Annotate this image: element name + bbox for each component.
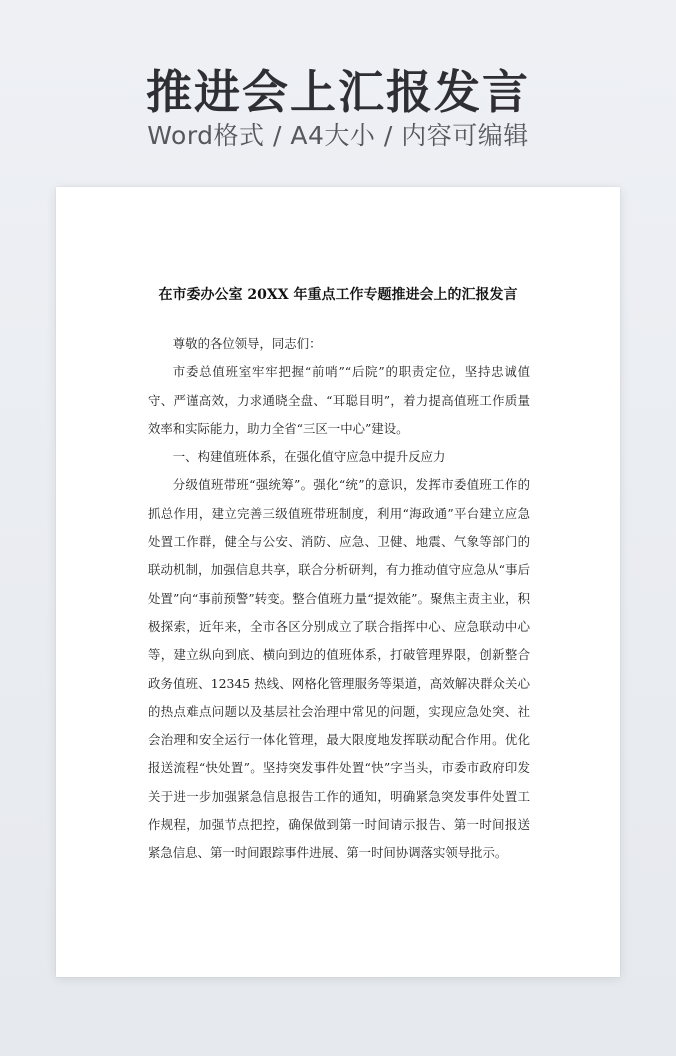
section-heading: 一、构建值班体系，在强化值守应急中提升反应力: [172, 449, 446, 465]
body-paragraph: 分级值班带班“强统筹”。强化“统”的意识，发挥市委值班工作的抓总作用，建立完善三级值班带班制度，利用“海政通”平台建立应急处置工作群，健全与公安、消防、应急、卫健、地震、气象等部门的联动机制，加强信息共享，联合分析研判，有力推动值守应急从“事后处置”向“事前预警”转变。整合值班力量“提效能”。聚焦主责主业，积极探索，近年来，全市各区分别成立了联合指挥中心、应急联动中心等，建立纵向到底、横向到边的值班体系，打破管理界限，创新整合政务值班、12345 热线、网格化管理服务等渠道，高效解决群众关心的热点难点问题以及基层社会治理中常见的问题，实现应急处突、社会治理和安全运行一体化管理，最大限度地发挥联动配合作用。优化报送流程“快处置”。坚持突发事件处置“快”字当头，市委市政府印发关于进一步加强紧急信息报告工作的通知，明确紧急突发事件处置工作规程，加强节点把控，确保做到第一时间请示报告、第一时间报送紧急信息、第一时间跟踪事件进展、第一时间协调落实领导批示。: [148, 477, 530, 861]
page-subtitle: Word格式 / A4大小 / 内容可编辑: [147, 121, 529, 150]
intro-paragraph: 市委总值班室牢牢把握“前哨”“后院”的职责定位，坚持忠诚值守、严谨高效，力求通晓全盘、“耳聪目明”，着力提高值班工作质量效率和实际能力，助力全省“三区一中心”建设。: [148, 364, 530, 436]
salutation-paragraph: 尊敬的各位领导，同志们：: [172, 336, 322, 351]
document-page: [56, 187, 620, 977]
document-body: [148, 330, 530, 868]
page-title: 推进会上汇报发言: [146, 65, 530, 119]
document-title: 在市委办公室 20XX 年重点工作专题推进会上的汇报发言: [158, 287, 518, 303]
